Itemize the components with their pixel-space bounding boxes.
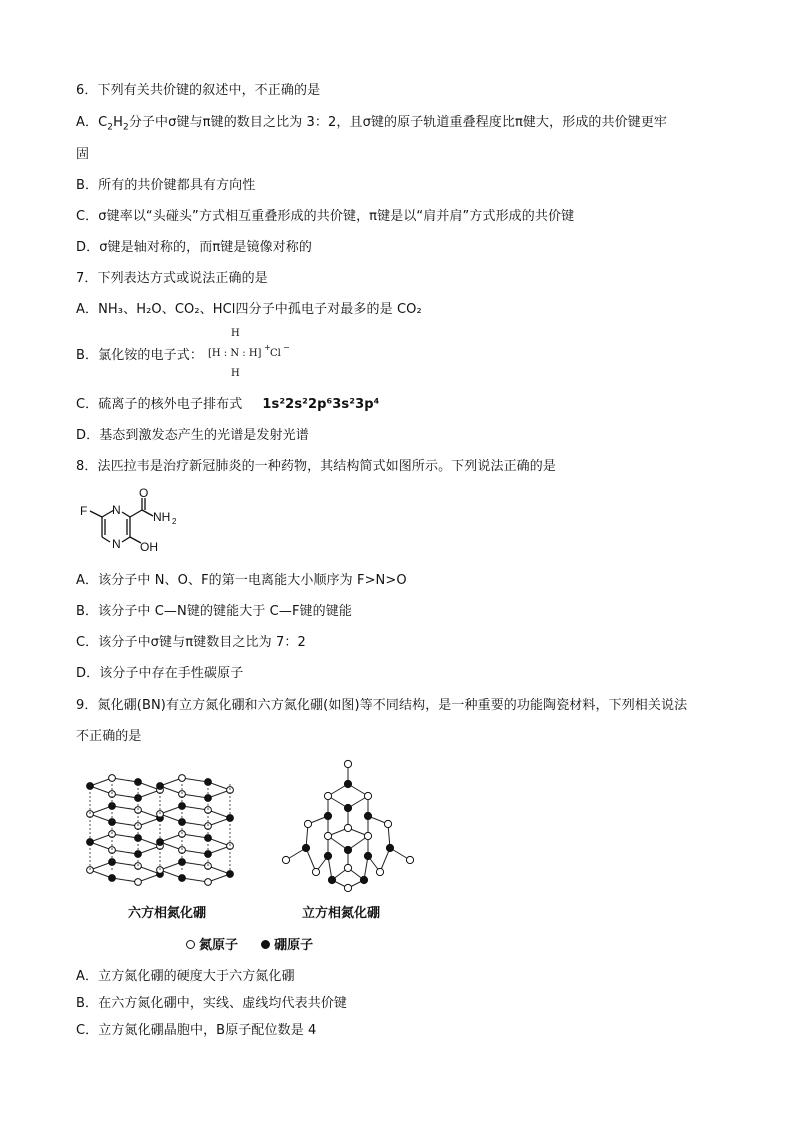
q7-option-a: A．NH₃、H₂O、CO₂、HCl四分子中孤电子对最多的是 CO₂ xyxy=(76,302,422,317)
lewis-minus: − xyxy=(283,343,290,352)
atom-f: F xyxy=(80,504,88,518)
lewis-chloride: Cl xyxy=(270,348,281,359)
atom-n2: N xyxy=(112,537,121,551)
q6-stem: 6．下列有关共价键的叙述中，不正确的是 xyxy=(76,83,321,98)
q8-option-d: D．该分子中存在手性碳原子 xyxy=(76,666,244,681)
caption-cubic-bn: 立方相氮化硼 xyxy=(302,906,381,921)
q8-option-b: B．该分子中 C—N键的键能大于 C—F键的键能 xyxy=(76,604,352,619)
q7-option-b: B．氯化铵的电子式： xyxy=(76,348,203,363)
lewis-plus: + xyxy=(264,343,271,352)
boron-filled-circle-icon xyxy=(261,940,270,949)
q7-stem: 7．下列表达方式或说法正确的是 xyxy=(76,271,268,286)
cubic-bn-figure xyxy=(276,756,421,896)
atom-legend xyxy=(186,934,313,953)
hexagonal-bn-figure xyxy=(84,764,244,894)
q6-option-b: B．所有的共价键都具有方向性 xyxy=(76,178,256,193)
q7-option-c: C．硫离子的核外电子排布式 1s²2s²2p⁶3s²3p⁴ xyxy=(76,397,380,412)
lewis-bottom-h: H xyxy=(231,368,240,379)
q8-option-c: C．该分子中σ键与π键数目之比为 7：2 xyxy=(76,635,306,650)
q6-option-a: A．$C_2H_2$分子中σ键与π键的数目之比为 3：2，且σ键的原子轨道重叠程度比π健大，形成的共价键更牢 xyxy=(76,115,668,133)
ammonium-chloride-lewis-structure xyxy=(208,328,318,384)
sulfide-electron-config: 1s²2s²2p⁶3s²3p⁴ xyxy=(262,397,380,412)
legend-nitrogen: 氮原子 xyxy=(199,938,239,953)
q6-option-d: D．σ键是轴对称的，而π键是镜像对称的 xyxy=(76,240,312,255)
amide-nh-sub: 2 xyxy=(172,517,177,526)
q6-option-a-cont: 固 xyxy=(76,147,90,162)
q7-option-d: D．基态到激发态产生的光谱是发射光谱 xyxy=(76,428,309,443)
lewis-top-h: H xyxy=(231,328,240,339)
q9-option-b: B．在六方氮化硼中，实线、虚线均代表共价键 xyxy=(76,996,348,1011)
caption-hexagonal-bn: 六方相氮化硼 xyxy=(128,906,207,921)
atom-n1: N xyxy=(112,503,121,517)
atom-o: O xyxy=(139,488,149,500)
hydroxyl-oh: OH xyxy=(140,540,158,554)
amide-nh: NH xyxy=(153,510,171,524)
q9-stem: 9．氮化硼(BN)有立方氮化硼和六方氮化硼(如图)等不同结构，是一种重要的功能陶瓷材料，下列相关说法 xyxy=(76,698,688,713)
q9-option-c: C．立方氮化硼晶胞中，B原子配位数是 4 xyxy=(76,1023,317,1038)
nitrogen-open-circle-icon xyxy=(186,940,195,949)
lewis-ammonium: [H : N : H] xyxy=(208,348,262,359)
q8-stem: 8．法匹拉韦是治疗新冠肺炎的一种药物，其结构简式如图所示。下列说法正确的是 xyxy=(76,459,556,474)
q8-option-a: A．该分子中 N、O、F的第一电离能大小顺序为 F>N>O xyxy=(76,573,407,588)
favipiravir-structure xyxy=(76,488,196,560)
legend-boron: 硼原子 xyxy=(274,938,314,953)
q6-option-c: C．σ键率以“头碰头”方式相互重叠形成的共价键，π键是以“肩并肩”方式形成的共价键 xyxy=(76,209,575,224)
q9-stem-cont: 不正确的是 xyxy=(76,729,142,744)
q9-option-a: A．立方氮化硼的硬度大于六方氮化硼 xyxy=(76,969,295,984)
